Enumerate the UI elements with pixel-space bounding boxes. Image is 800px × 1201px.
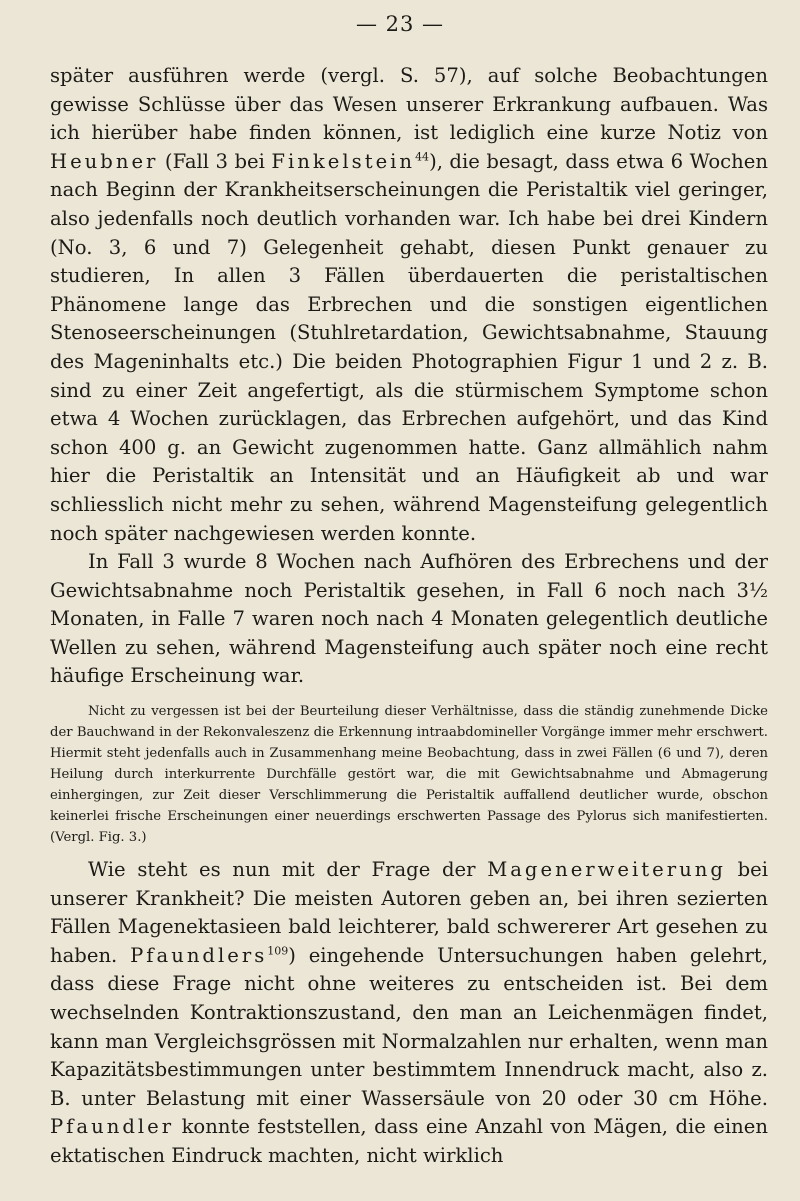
text-run: später ausführen werde (vergl. S. 57), auf solche Beobachtungen gewisse Schlüsse über das Wesen unserer Erkrankung aufbauen. Was ich hierüber habe finden können, ist lediglich eine kurze Notiz von	[50, 64, 768, 145]
text-run: ) eingehende Untersuchungen haben gelehrt, dass diese Frage nicht ohne weiteres zu entscheiden ist. Bei dem wechselnden Kontraktionszustand, den man an Leichenmägen findet, kann man Vergleichsgrössen mit Normalzahlen nur erhalten, wenn man Kapazitätsbestimmungen unter bestimmtem Innendruck macht, also z. B. unter Belastung mit einer Wassersäule von 20 oder 30 cm Höhe.	[50, 943, 769, 1110]
text-run: ), die besagt, dass etwa 6 Wochen nach Beginn der Krankheitserscheinungen die Peristaltik viel geringer, also jedenfalls noch deutlich vorhanden war. Ich habe bei drei Kindern (No. 3, 6 und 7) Gelegenheit gehabt, diesen Punkt genauer zu studieren, In allen 3 Fällen überdauerten die peristaltischen Phänomene lange das Erbrechen und die sonstigen eigentlichen Stenoseerscheinungen (Stuhlretardation, Gewichtsabnahme, Stauung des Mageninhalts etc.) Die beiden Photographien Figur 1 und 2 z. B. sind zu einer Zeit angefertigt, als die stürmischem Symptome schon etwa 4 Wochen zurücklagen, das Erbrechen aufgehört, und das Kind schon 400 g. an Gewicht zugenommen hatte. Ganz allmählich nahm hier die Peristaltik an Intensität und an Häufigkeit ab und war schliesslich nicht mehr zu sehen, während Magensteifung gelegentlich noch später nachgewiesen werden konnte.	[50, 149, 768, 545]
text-run: (Fall 3 bei	[158, 149, 272, 173]
paragraph-case-reports: In Fall 3 wurde 8 Wochen nach Aufhören des Erbrechens und der Gewichtsabnahme noch Peristaltik gesehen, in Fall 6 noch nach 3½ Monaten, in Falle 7 waren noch nach 4 Monaten gelegentlich deutliche Wellen zu sehen, während Magensteifung auch später noch eine recht häufige Erscheinung war.	[50, 550, 768, 688]
author-name-pfaundlers: Pfaundlers	[130, 943, 268, 967]
text-run: konnte feststellen, dass eine Anzahl von Mägen, die einen ektatischen Eindruck machten, nicht wirklich	[50, 1115, 768, 1167]
paragraph-peristaltik-duration	[50, 62, 768, 548]
page-number: — 23 —	[355, 12, 445, 36]
text-run: Wie steht es nun mit der Frage der	[88, 858, 488, 882]
term-magenerweiterung: Magenerweiterung	[487, 858, 726, 882]
reference-number: 44	[415, 150, 430, 164]
text-run: bei unserer Krankheit? Die meisten Autoren geben an, bei ihren sezierten Fällen Magenektasieen bald leichterer, bald schwererer Art gesehen zu haben.	[50, 858, 768, 967]
author-name-pfaundler: Pfaundler	[50, 1115, 175, 1139]
small-print-note: Nicht zu vergessen ist bei der Beurteilung dieser Verhältnisse, dass die ständig zunehmende Dicke der Bauchwand in der Rekonvaleszenz die Erkennung intraabdomineller Vorgänge immer mehr erschwert. Hiermit steht jedenfalls auch in Zusammenhang meine Beobachtung, dass in zwei Fällen (6 und 7), deren Heilung durch interkurrente Durchfälle gestört war, die mit Gewichtsabnahme und Abmagerung einhergingen, zur Zeit dieser Verschlimmerung die Peristaltik auffallend deutlicher wurde, obschon keinerlei frische Erscheinungen einer neuerdings erschwerten Passage des Pylorus sich manifestierten. (Vergl. Fig. 3.)	[50, 704, 768, 846]
author-name-finkelstein: Finkelstein	[271, 149, 416, 173]
reference-number: 109	[267, 944, 289, 958]
paragraph-magenerweiterung	[50, 856, 768, 1171]
author-name-heubner: Heubner	[50, 149, 159, 173]
